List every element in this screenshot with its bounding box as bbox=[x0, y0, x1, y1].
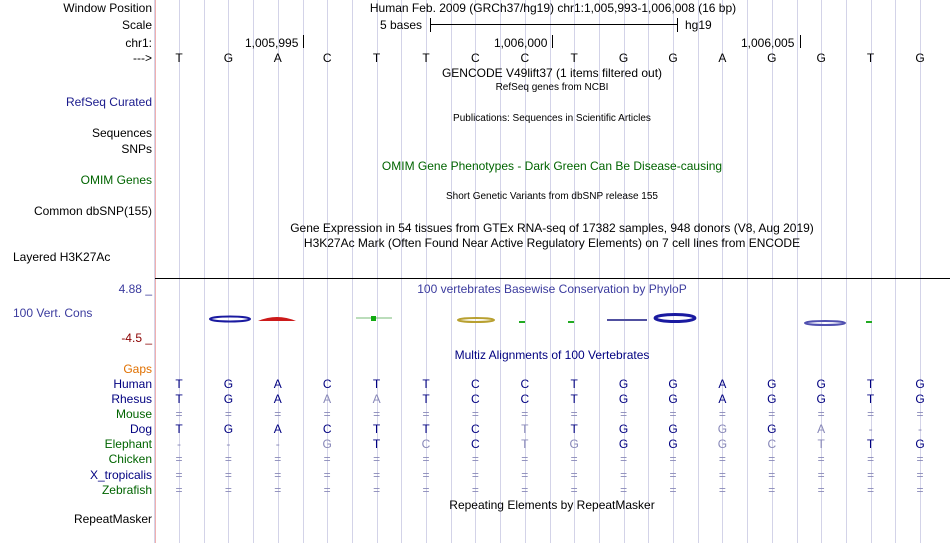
position-tick-1: 1,005,995 bbox=[245, 36, 299, 50]
alignment-base: - bbox=[918, 422, 922, 436]
alignment-base: T bbox=[866, 377, 875, 391]
alignment-base: G bbox=[915, 377, 925, 391]
cons-glyph-1 bbox=[210, 317, 250, 322]
alignment-base: = bbox=[817, 483, 825, 497]
alignment-base: = bbox=[669, 407, 677, 421]
layered-h3k27ac-label[interactable]: Layered H3K27Ac bbox=[13, 250, 111, 264]
alignment-base: = bbox=[817, 468, 825, 482]
alignment-base: = bbox=[570, 483, 578, 497]
window-position-label: Window Position bbox=[63, 1, 152, 15]
alignment-base: = bbox=[916, 483, 924, 497]
alignment-base: = bbox=[768, 407, 776, 421]
alignment-base: C bbox=[520, 377, 530, 391]
sequence-base: T bbox=[866, 51, 875, 65]
alignment-base: = bbox=[620, 483, 628, 497]
alignment-base: G bbox=[717, 422, 728, 436]
alignment-base: - bbox=[226, 437, 231, 451]
alignment-base: C bbox=[520, 392, 530, 406]
alignment-base: = bbox=[768, 452, 776, 466]
alignment-base: G bbox=[915, 392, 925, 406]
alignment-base: G bbox=[816, 392, 826, 406]
sequence-base: G bbox=[618, 51, 629, 65]
alignment-base: T bbox=[422, 422, 430, 436]
alignment-base: G bbox=[223, 377, 234, 391]
alignment-base: - bbox=[275, 437, 280, 451]
species-label-dog[interactable]: Dog bbox=[129, 422, 152, 436]
alignment-base: T bbox=[866, 437, 875, 451]
cons-glyph-9 bbox=[655, 315, 695, 322]
sequence-base: A bbox=[718, 51, 727, 65]
alignment-base: A bbox=[718, 377, 727, 391]
gtex-track-title[interactable]: Gene Expression in 54 tissues from GTEx RNA-seq of 17382 samples, 948 donors (V8, Aug 2019) bbox=[290, 221, 814, 235]
alignment-base: = bbox=[471, 483, 479, 497]
alignment-base: = bbox=[620, 468, 628, 482]
sequence-base: C bbox=[471, 51, 480, 65]
alignment-base: = bbox=[620, 407, 628, 421]
sequence-base: C bbox=[520, 51, 530, 65]
h3k27ac-track-title[interactable]: H3K27Ac Mark (Often Found Near Active Regulatory Elements) on 7 cell lines from ENCODE bbox=[303, 236, 801, 250]
species-label-x_tropicalis[interactable]: X_tropicalis bbox=[89, 468, 152, 482]
alignment-base: = bbox=[521, 407, 529, 421]
alignment-base: - bbox=[868, 422, 873, 436]
sequence-base: G bbox=[223, 51, 234, 65]
refseq-track-title[interactable]: RefSeq genes from NCBI bbox=[495, 82, 609, 93]
species-label-mouse[interactable]: Mouse bbox=[115, 407, 152, 421]
alignment-base: = bbox=[175, 483, 183, 497]
alignment-base: = bbox=[620, 452, 628, 466]
alignment-base: = bbox=[916, 468, 924, 482]
alignment-base: = bbox=[274, 407, 282, 421]
strand-label: ---> bbox=[133, 51, 152, 65]
cons-glyph-4 bbox=[371, 316, 376, 321]
sequence-base: G bbox=[915, 51, 925, 65]
alignment-base: = bbox=[175, 407, 183, 421]
alignment-base: = bbox=[718, 468, 726, 482]
species-label-elephant[interactable]: Elephant bbox=[104, 437, 152, 451]
alignment-base: T bbox=[866, 392, 875, 406]
alignment-base: G bbox=[569, 437, 579, 451]
alignment-base: G bbox=[668, 377, 678, 391]
cons-glyph-5 bbox=[458, 318, 494, 322]
alignment-base: G bbox=[618, 392, 629, 406]
omim-genes-label[interactable]: OMIM Genes bbox=[80, 173, 152, 187]
alignment-base: = bbox=[817, 452, 825, 466]
alignment-base: G bbox=[717, 437, 728, 451]
gaps-label[interactable]: Gaps bbox=[123, 362, 152, 376]
repeatmasker-track-title[interactable]: Repeating Elements by RepeatMasker bbox=[449, 498, 655, 512]
alignment-base: T bbox=[817, 437, 825, 451]
alignment-base: = bbox=[323, 452, 331, 466]
sequence-base: T bbox=[570, 51, 578, 65]
alignment-base: = bbox=[422, 407, 430, 421]
scale-bases-text: 5 bases bbox=[380, 18, 423, 32]
alignment-base: = bbox=[224, 452, 232, 466]
alignment-base: = bbox=[224, 407, 232, 421]
alignment-base: = bbox=[867, 407, 875, 421]
alignment-base: T bbox=[175, 392, 183, 406]
assembly-position-text[interactable]: Human Feb. 2009 (GRCh37/hg19) chr1:1,005,993-1,006,008 (16 bp) bbox=[369, 1, 737, 15]
scale-label: Scale bbox=[121, 18, 152, 32]
omim-track-title[interactable]: OMIM Gene Phenotypes - Dark Green Can Be Disease-causing bbox=[381, 159, 723, 173]
alignment-base: T bbox=[521, 422, 529, 436]
alignment-base: G bbox=[618, 377, 629, 391]
alignment-base: = bbox=[373, 483, 381, 497]
cons-glyph-10 bbox=[805, 321, 845, 325]
alignment-base: C bbox=[471, 437, 480, 451]
multiz-track-title[interactable]: Multiz Alignments of 100 Vertebrates bbox=[454, 348, 650, 362]
alignment-base: = bbox=[323, 483, 331, 497]
alignment-base: T bbox=[372, 437, 381, 451]
alignment-base: = bbox=[669, 452, 677, 466]
sequence-base: A bbox=[273, 51, 282, 65]
alignment-base: = bbox=[373, 407, 381, 421]
alignment-base: - bbox=[177, 437, 181, 451]
alignment-base: T bbox=[570, 392, 578, 406]
alignment-base: = bbox=[718, 483, 726, 497]
alignment-base: = bbox=[471, 452, 479, 466]
species-label-zebrafish[interactable]: Zebrafish bbox=[101, 483, 152, 497]
alignment-base: G bbox=[668, 392, 678, 406]
cons-glyph-2 bbox=[258, 317, 296, 321]
alignment-base: = bbox=[570, 407, 578, 421]
sequence-base: T bbox=[372, 51, 381, 65]
alignment-base: = bbox=[867, 452, 875, 466]
alignment-base: = bbox=[323, 407, 331, 421]
alignment-base: T bbox=[372, 377, 381, 391]
alignment-base: G bbox=[816, 377, 826, 391]
alignment-base: T bbox=[521, 437, 529, 451]
alignment-base: = bbox=[422, 468, 430, 482]
alignment-base: = bbox=[274, 468, 282, 482]
alignment-base: = bbox=[373, 468, 381, 482]
alignment-base: = bbox=[768, 468, 776, 482]
alignment-base: A bbox=[273, 392, 282, 406]
alignment-base: T bbox=[422, 392, 430, 406]
vert-cons-label[interactable]: 100 Vert. Cons bbox=[13, 306, 93, 320]
alignment-base: A bbox=[273, 422, 282, 436]
sequence-base: C bbox=[322, 51, 332, 65]
alignment-base: T bbox=[175, 422, 183, 436]
alignment-base: = bbox=[422, 452, 430, 466]
alignment-base: = bbox=[521, 483, 529, 497]
alignment-base: = bbox=[224, 483, 232, 497]
alignment-base: T bbox=[570, 377, 578, 391]
alignment-base: T bbox=[372, 422, 381, 436]
gencode-track-title[interactable]: GENCODE V49lift37 (1 items filtered out) bbox=[441, 66, 663, 80]
alignment-base: C bbox=[421, 437, 431, 451]
alignment-base: A bbox=[372, 392, 381, 406]
sequences-label[interactable]: Sequences bbox=[91, 126, 152, 140]
alignment-base: T bbox=[422, 377, 430, 391]
alignment-base: = bbox=[669, 483, 677, 497]
alignment-base: G bbox=[223, 392, 234, 406]
sequence-base: G bbox=[668, 51, 678, 65]
alignment-base: = bbox=[718, 407, 726, 421]
cons-logo-glyphs bbox=[210, 315, 872, 326]
alignment-base: = bbox=[422, 483, 430, 497]
repeatmasker-label[interactable]: RepeatMasker bbox=[73, 512, 152, 526]
alignment-base: T bbox=[175, 377, 183, 391]
alignment-base: T bbox=[570, 422, 578, 436]
alignment-base: G bbox=[668, 437, 678, 451]
alignment-base: G bbox=[322, 437, 332, 451]
sequence-base: T bbox=[175, 51, 183, 65]
alignment-base: = bbox=[323, 468, 331, 482]
alignment-base: = bbox=[175, 452, 183, 466]
position-tick-3: 1,006,005 bbox=[741, 36, 795, 50]
alignment-base: C bbox=[471, 422, 480, 436]
alignment-base: C bbox=[322, 422, 332, 436]
alignment-base: = bbox=[916, 407, 924, 421]
alignment-base: = bbox=[521, 468, 529, 482]
alignment-base: C bbox=[471, 392, 480, 406]
alignment-base: = bbox=[718, 452, 726, 466]
alignment-base: G bbox=[618, 422, 629, 436]
alignment-base: = bbox=[867, 468, 875, 482]
sequence-base: G bbox=[767, 51, 777, 65]
species-label-chicken[interactable]: Chicken bbox=[108, 452, 152, 466]
alignment-base: = bbox=[570, 468, 578, 482]
alignment-base: = bbox=[867, 483, 875, 497]
cons-max-value: 4.88 _ bbox=[118, 282, 152, 296]
sequence-base: G bbox=[816, 51, 826, 65]
alignment-base: G bbox=[668, 422, 678, 436]
dbsnp-track-title[interactable]: Short Genetic Variants from dbSNP release 155 bbox=[446, 191, 658, 202]
alignment-base: C bbox=[767, 437, 777, 451]
alignment-base: G bbox=[767, 422, 777, 436]
scale-db-text: hg19 bbox=[685, 18, 712, 32]
chrom-label: chr1: bbox=[125, 36, 152, 50]
alignment-base: = bbox=[175, 468, 183, 482]
sequence-base: T bbox=[422, 51, 430, 65]
alignment-base: A bbox=[718, 392, 727, 406]
alignment-base: = bbox=[224, 468, 232, 482]
species-label-rhesus[interactable]: Rhesus bbox=[111, 392, 152, 406]
cons-min-value: -4.5 _ bbox=[121, 331, 152, 345]
alignment-base: C bbox=[471, 377, 480, 391]
alignment-base: = bbox=[274, 452, 282, 466]
alignment-base: G bbox=[915, 437, 925, 451]
alignment-base: A bbox=[323, 392, 332, 406]
alignment-base: G bbox=[618, 437, 629, 451]
alignment-base: = bbox=[570, 452, 578, 466]
alignment-base: A bbox=[273, 377, 282, 391]
publications-track-title[interactable]: Publications: Sequences in Scientific Articles bbox=[453, 113, 651, 124]
position-tick-2: 1,006,000 bbox=[494, 36, 548, 50]
alignment-base: G bbox=[767, 392, 777, 406]
species-label-human[interactable]: Human bbox=[113, 377, 152, 391]
alignment-base: = bbox=[274, 483, 282, 497]
alignment-base: = bbox=[521, 452, 529, 466]
alignment-base: C bbox=[322, 377, 332, 391]
alignment-base: = bbox=[373, 452, 381, 466]
common-dbsnp-label[interactable]: Common dbSNP(155) bbox=[33, 204, 152, 218]
alignment-base: = bbox=[817, 407, 825, 421]
snps-label[interactable]: SNPs bbox=[121, 142, 152, 156]
alignment-base: = bbox=[768, 483, 776, 497]
alignment-base: = bbox=[669, 468, 677, 482]
alignment-base: G bbox=[223, 422, 234, 436]
alignment-base: = bbox=[916, 452, 924, 466]
refseq-curated-label[interactable]: RefSeq Curated bbox=[65, 95, 152, 109]
alignment-base: = bbox=[471, 468, 479, 482]
alignment-base: A bbox=[817, 422, 826, 436]
alignment-base: G bbox=[767, 377, 777, 391]
cons-track-title[interactable]: 100 vertebrates Basewise Conservation by PhyloP bbox=[417, 282, 687, 296]
alignment-base: = bbox=[471, 407, 479, 421]
